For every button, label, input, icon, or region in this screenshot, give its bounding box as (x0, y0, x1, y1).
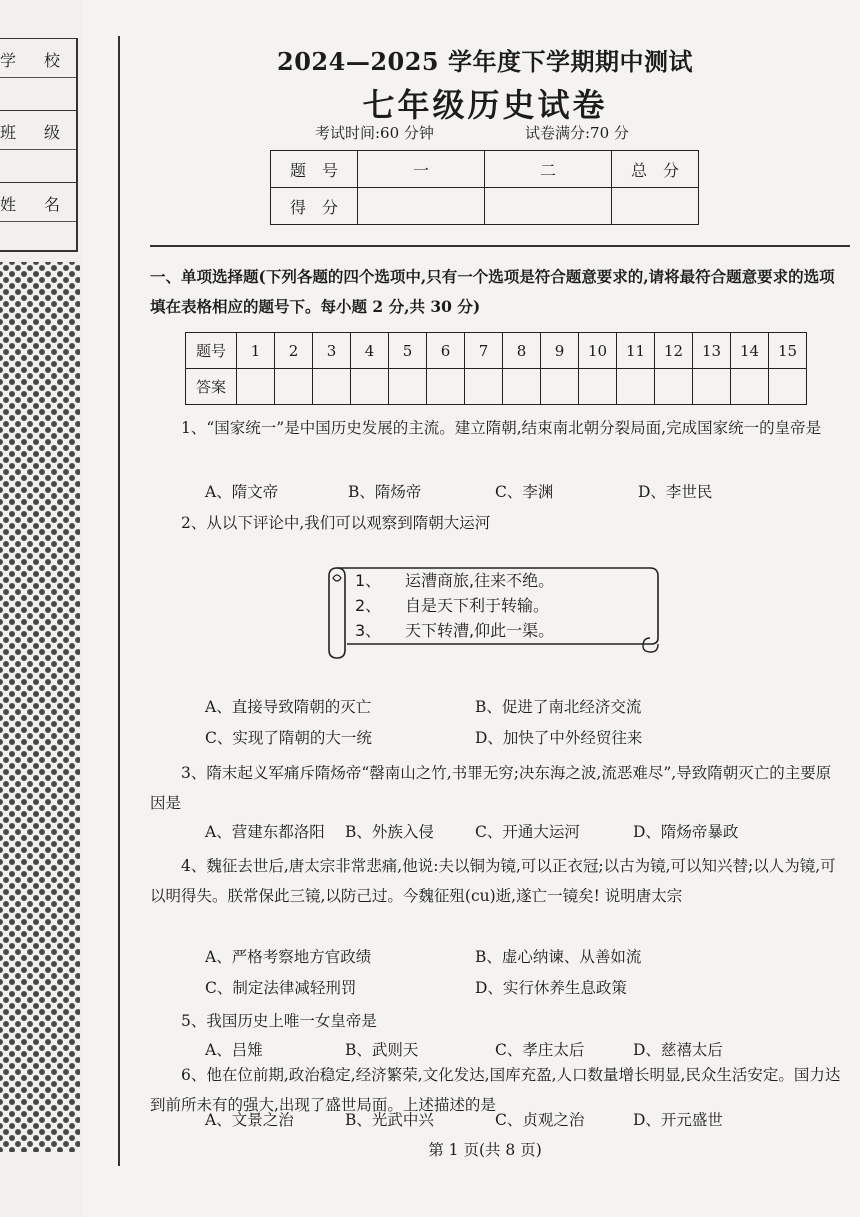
answer-cell[interactable] (427, 369, 465, 405)
answer-table-number: 2 (275, 333, 313, 369)
question-2-options-row1 (205, 695, 845, 723)
question-3: 3、隋末起义军痛斥隋炀帝“罄南山之竹,书罪无穷;决东海之波,流恶难尽”,导致隋朝灭亡的主要原因是 (150, 764, 832, 812)
answer-table-number: 1 (237, 333, 275, 369)
q4-option-b[interactable]: B、虚心纳谏、从善如流 (475, 948, 642, 966)
quote-line-1: 1、 运漕商旅,往来不绝。 (355, 571, 555, 590)
q4-option-d[interactable]: D、实行休养生息政策 (475, 979, 627, 997)
q2-option-c[interactable]: C、实现了隋朝的大一统 (205, 729, 372, 747)
answer-cell[interactable] (541, 369, 579, 405)
score-table (270, 150, 699, 225)
school-field[interactable] (0, 77, 76, 110)
score-cell-total[interactable] (612, 188, 699, 225)
question-4-options-row1 (205, 945, 845, 973)
exam-page (135, 0, 855, 1217)
answer-table-q-label: 题号 (186, 333, 237, 369)
answer-cell[interactable] (769, 369, 807, 405)
page-footer: 第 1 页(共 8 页) (428, 1141, 542, 1159)
q2-option-a[interactable]: A、直接导致隋朝的灭亡 (205, 698, 372, 716)
question-6-options (205, 1108, 845, 1136)
question-4: 4、魏征去世后,唐太宗非常悲痛,他说:夫以铜为镜,可以正衣冠;以古为镜,可以知兴替;以人为镜,可以明得失。朕常保此三镜,以防己过。今魏征殂(cu)逝,遂亡一镜矣! 说明唐太宗 (150, 857, 836, 905)
question-3-options (205, 820, 845, 848)
quote-scroll (325, 558, 660, 660)
answer-cell[interactable] (275, 369, 313, 405)
full-score: 试卷满分:70 分 (525, 124, 629, 142)
q1-option-d[interactable]: D、李世民 (638, 483, 713, 501)
seal-line-pattern (0, 262, 80, 1152)
class-label: 班 级 (0, 110, 76, 149)
answer-table-number: 10 (579, 333, 617, 369)
q6-option-d[interactable]: D、开元盛世 (633, 1111, 723, 1129)
answer-table-number: 15 (769, 333, 807, 369)
score-row-label: 得 分 (271, 188, 358, 225)
q6-option-b[interactable]: B、光武中兴 (345, 1111, 434, 1129)
student-info-box (0, 38, 78, 252)
exam-time: 考试时间:60 分钟 (315, 124, 434, 142)
answer-table-number: 6 (427, 333, 465, 369)
answer-table-number: 7 (465, 333, 503, 369)
q1-option-a[interactable]: A、隋文帝 (205, 483, 279, 501)
question-5: 5、我国历史上唯一女皇帝是 (181, 1012, 377, 1030)
q5-option-d[interactable]: D、慈禧太后 (633, 1041, 723, 1059)
q2-option-d[interactable]: D、加快了中外经贸往来 (475, 729, 643, 747)
answer-table-number: 9 (541, 333, 579, 369)
quote-line-3: 3、 天下转漕,仰此一渠。 (355, 621, 555, 640)
answer-cell[interactable] (465, 369, 503, 405)
q3-option-c[interactable]: C、开通大运河 (475, 823, 580, 841)
answer-cell[interactable] (617, 369, 655, 405)
score-header-part1: 一 (358, 151, 485, 188)
name-label: 姓 名 (0, 182, 76, 221)
answer-cell[interactable] (237, 369, 275, 405)
q3-option-d[interactable]: D、隋炀帝暴政 (633, 823, 739, 841)
score-cell-part1[interactable] (358, 188, 485, 225)
answer-table-number: 3 (313, 333, 351, 369)
q4-option-c[interactable]: C、制定法律减轻刑罚 (205, 979, 357, 997)
question-1: 1、“国家统一”是中国历史发展的主流。建立隋朝,结束南北朝分裂局面,完成国家统一的皇帝是 (181, 419, 822, 437)
score-header-total: 总 分 (612, 151, 699, 188)
q5-option-c[interactable]: C、孝庄太后 (495, 1041, 585, 1059)
question-4-options-row2 (205, 976, 845, 1004)
answer-cell[interactable] (693, 369, 731, 405)
answer-cell[interactable] (389, 369, 427, 405)
exam-title: 2024—2025 学年度下学期期中测试 (277, 47, 693, 76)
answer-table-number: 4 (351, 333, 389, 369)
q6-option-a[interactable]: A、文景之治 (205, 1111, 294, 1129)
binding-divider (118, 36, 120, 1166)
q1-option-b[interactable]: B、隋炀帝 (348, 483, 422, 501)
q5-option-a[interactable]: A、吕雉 (205, 1041, 263, 1059)
header-divider (150, 245, 850, 247)
answer-table-a-label: 答案 (186, 369, 237, 405)
class-field[interactable] (0, 149, 76, 182)
answer-cell[interactable] (351, 369, 389, 405)
question-1-options (205, 480, 845, 508)
answer-cell[interactable] (731, 369, 769, 405)
question-6: 6、他在位前期,政治稳定,经济繁荣,文化发达,国库充盈,人口数量增长明显,民众生活安定。国力达到前所未有的强大,出现了盛世局面。上述描述的是 (150, 1066, 841, 1114)
score-header-part2: 二 (485, 151, 612, 188)
q5-option-b[interactable]: B、武则天 (345, 1041, 419, 1059)
answer-cell[interactable] (655, 369, 693, 405)
answer-table-number: 11 (617, 333, 655, 369)
answer-cell[interactable] (503, 369, 541, 405)
binding-margin (0, 0, 82, 1217)
q4-option-a[interactable]: A、严格考察地方官政绩 (205, 948, 372, 966)
question-2-options-row2 (205, 726, 845, 754)
answer-cell[interactable] (313, 369, 351, 405)
section1-heading: 一、单项选择题(下列各题的四个选项中,只有一个选项是符合题意要求的,请将最符合题意要求的选项填在表格相应的题号下。每小题 2 分,共 30 分) (150, 267, 835, 316)
quote-lines (355, 568, 554, 643)
q1-option-c[interactable]: C、李渊 (495, 483, 554, 501)
answer-table-number: 8 (503, 333, 541, 369)
question-2: 2、从以下评论中,我们可以观察到隋朝大运河 (181, 514, 491, 532)
answer-table-number: 14 (731, 333, 769, 369)
q3-option-a[interactable]: A、营建东都洛阳 (205, 823, 325, 841)
exam-subtitle: 七年级历史试卷 (362, 86, 608, 124)
score-header-label: 题 号 (271, 151, 358, 188)
quote-line-2: 2、 自是天下利于转输。 (355, 596, 550, 615)
name-field[interactable] (0, 221, 76, 254)
q6-option-c[interactable]: C、贞观之治 (495, 1111, 585, 1129)
answer-table-number: 5 (389, 333, 427, 369)
q3-option-b[interactable]: B、外族入侵 (345, 823, 434, 841)
answer-table-number: 13 (693, 333, 731, 369)
q2-option-b[interactable]: B、促进了南北经济交流 (475, 698, 642, 716)
school-label: 学 校 (0, 38, 76, 77)
score-cell-part2[interactable] (485, 188, 612, 225)
answer-table-number: 12 (655, 333, 693, 369)
answer-table (185, 332, 807, 405)
answer-cell[interactable] (579, 369, 617, 405)
